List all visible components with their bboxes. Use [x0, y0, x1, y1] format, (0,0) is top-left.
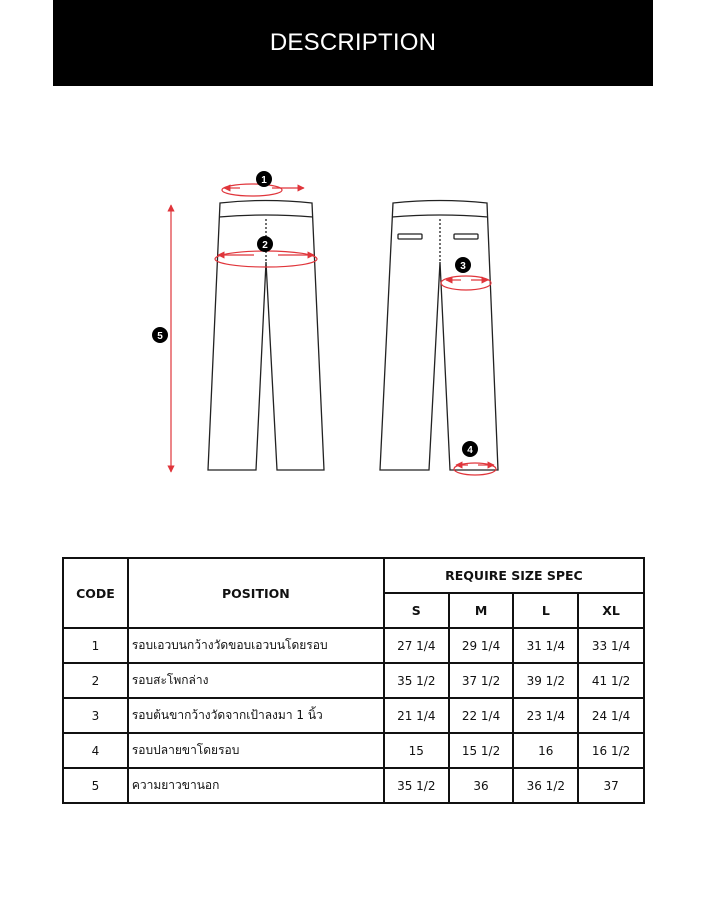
- row-value-xl: 16 1/2: [578, 733, 644, 768]
- table-row: [63, 628, 644, 663]
- row-position: รอบเอวบนกว้างวัดขอบเอวบนโดยรอบ: [128, 628, 384, 663]
- size-header-l: L: [513, 593, 578, 628]
- row-value-xl: 24 1/4: [578, 698, 644, 733]
- row-position: รอบสะโพกล่าง: [128, 663, 384, 698]
- row-value-l: 23 1/4: [513, 698, 578, 733]
- position-header: POSITION: [128, 558, 384, 628]
- row-value-l: 36 1/2: [513, 768, 578, 803]
- row-position: ความยาวขานอก: [128, 768, 384, 803]
- marker-3: [455, 257, 471, 273]
- table-row: [63, 698, 644, 733]
- row-position: รอบต้นขากว้างวัดจากเป้าลงมา 1 นิ้ว: [128, 698, 384, 733]
- svg-text:2: 2: [262, 240, 268, 251]
- marker-4: [462, 441, 478, 457]
- row-code: 4: [63, 733, 128, 768]
- size-spec-table: [62, 557, 645, 804]
- row-position: รอบปลายขาโดยรอบ: [128, 733, 384, 768]
- row-value-s: 27 1/4: [384, 628, 449, 663]
- spec-header: REQUIRE SIZE SPEC: [384, 558, 644, 593]
- row-value-l: 16: [513, 733, 578, 768]
- row-value-m: 37 1/2: [449, 663, 514, 698]
- table-header-row: [63, 558, 644, 593]
- table-row: [63, 768, 644, 803]
- svg-text:3: 3: [460, 261, 466, 272]
- row-value-s: 21 1/4: [384, 698, 449, 733]
- marker-2: [257, 236, 273, 252]
- row-value-s: 35 1/2: [384, 768, 449, 803]
- size-header-m: M: [449, 593, 514, 628]
- marker-1: [256, 171, 272, 187]
- row-value-l: 39 1/2: [513, 663, 578, 698]
- marker-5: [152, 327, 168, 343]
- size-header-xl: XL: [578, 593, 644, 628]
- row-value-s: 15: [384, 733, 449, 768]
- svg-text:1: 1: [261, 175, 267, 186]
- row-value-m: 22 1/4: [449, 698, 514, 733]
- size-header-s: S: [384, 593, 449, 628]
- code-header: CODE: [63, 558, 128, 628]
- svg-text:4: 4: [467, 445, 473, 456]
- row-code: 1: [63, 628, 128, 663]
- row-code: 5: [63, 768, 128, 803]
- row-value-xl: 37: [578, 768, 644, 803]
- table-row: [63, 663, 644, 698]
- svg-text:5: 5: [157, 331, 163, 342]
- row-value-m: 29 1/4: [449, 628, 514, 663]
- row-value-m: 15 1/2: [449, 733, 514, 768]
- row-code: 3: [63, 698, 128, 733]
- page-title: DESCRIPTION: [269, 29, 437, 56]
- row-value-s: 35 1/2: [384, 663, 449, 698]
- row-code: 2: [63, 663, 128, 698]
- row-value-l: 31 1/4: [513, 628, 578, 663]
- row-value-xl: 41 1/2: [578, 663, 644, 698]
- back-pants: [380, 201, 498, 471]
- row-value-m: 36: [449, 768, 514, 803]
- row-value-xl: 33 1/4: [578, 628, 644, 663]
- table-row: [63, 733, 644, 768]
